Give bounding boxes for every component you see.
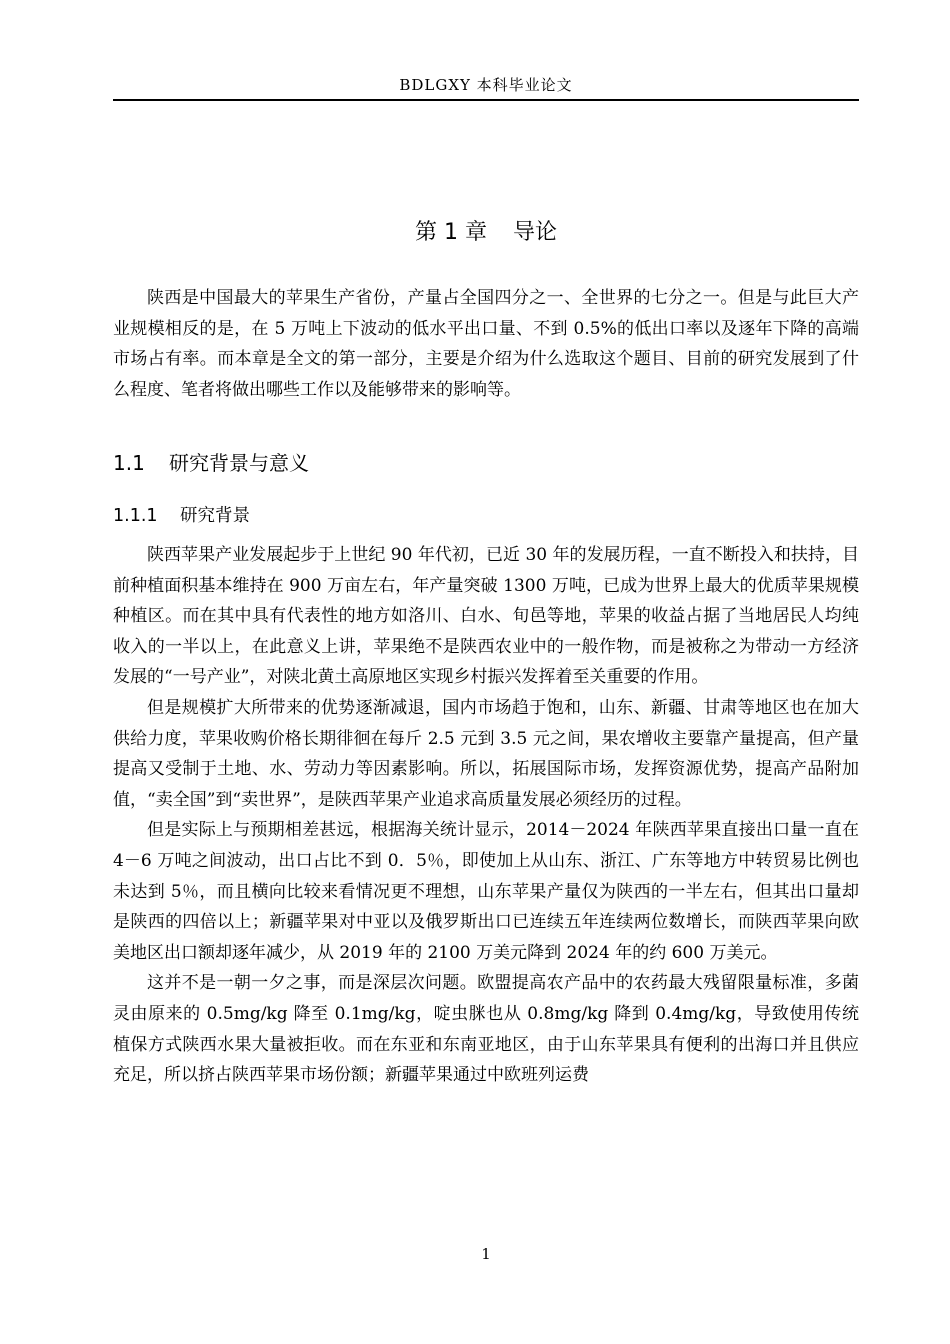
section-title: 研究背景与意义 [169, 451, 309, 475]
chapter-number: 第 1 章 [415, 220, 487, 245]
body-paragraph: 这并不是一朝一夕之事，而是深层次问题。欧盟提高农产品中的农药最大残留限量标准，多菌灵由原来的 0.5mg/kg 降至 0.1mg/kg，啶虫脒也从 0.8mg/kg 降到 0.4mg/kg，导致使用传统植保方式陕西水果大量被拒收。而在东亚和东南亚地区，由于山东苹果具有便利的出海口并且供应充足，所以挤占陕西苹果市场份额；新疆苹果通过中欧班列运费 [113, 973, 859, 1086]
subsection-number: 1.1.1 [113, 506, 158, 526]
body-paragraph: 陕西苹果产业发展起步于上世纪 90 年代初，已近 30 年的发展历程，一直不断投入和扶持，目前种植面积基本维持在 900 万亩左右，年产量突破 1300 万吨，已成为世界上最大的优质苹果规模种植区。而在其中具有代表性的地方如洛川、白水、旬邑等地，苹果的收益占据了当地居民人均纯收入的一半以上，在此意义上讲，苹果绝不是陕西农业中的一般作物，而是被称之为带动一方经济发展的“一号产业”，对陕北黄土高原地区实现乡村振兴发挥着至关重要的作用。 [113, 545, 859, 688]
intro-paragraph: 陕西是中国最大的苹果生产省份，产量占全国四分之一、全世界的七分之一。但是与此巨大产业规模相反的是，在 5 万吨上下波动的低水平出口量、不到 0.5%的低出口率以及逐年下降的高端市场占有率。而本章是全文的第一部分，主要是介绍为什么选取这个题目、目前的研究发展到了什么程度、笔者将做出哪些工作以及能够带来的影响等。 [113, 288, 859, 400]
section-heading [113, 448, 309, 478]
running-header: BDLGXY 本科毕业论文 [399, 76, 573, 94]
subsection-title: 研究背景 [180, 506, 250, 526]
chapter-title [113, 216, 859, 250]
subsection-heading [113, 502, 250, 530]
intro-block [113, 283, 859, 405]
chapter-name: 导论 [512, 220, 557, 245]
body-paragraph: 但是规模扩大所带来的优势逐渐减退，国内市场趋于饱和，山东、新疆、甘肃等地区也在加大供给力度，苹果收购价格长期徘徊在每斤 2.5 元到 3.5 元之间，果农增收主要靠产量提高，但产量提高又受制于土地、水、劳动力等因素影响。所以，拓展国际市场，发挥资源优势，提高产品附加值，“卖全国”到“卖世界”，是陕西苹果产业追求高质量发展必须经历的过程。 [113, 697, 859, 810]
body-block [113, 540, 859, 1091]
page-number: 1 [481, 1245, 491, 1263]
body-paragraph: 但是实际上与预期相差甚远，根据海关统计显示，2014－2024 年陕西苹果直接出口量一直在 4－6 万吨之间波动，出口占比不到 0．5％，即使加上从山东、浙江、广东等地方中转贸易比例也未达到 5％，而且横向比较来看情况更不理想，山东苹果产量仅为陕西的一半左右，但其出口量却是陕西的四倍以上；新疆苹果对中亚以及俄罗斯出口已连续五年连续两位数增长，而陕西苹果向欧美地区出口额却逐年减少，从 2019 年的 2100 万美元降到 2024 年的约 600 万美元。 [113, 820, 859, 963]
header-rule [113, 99, 859, 101]
section-number: 1.1 [113, 451, 145, 475]
